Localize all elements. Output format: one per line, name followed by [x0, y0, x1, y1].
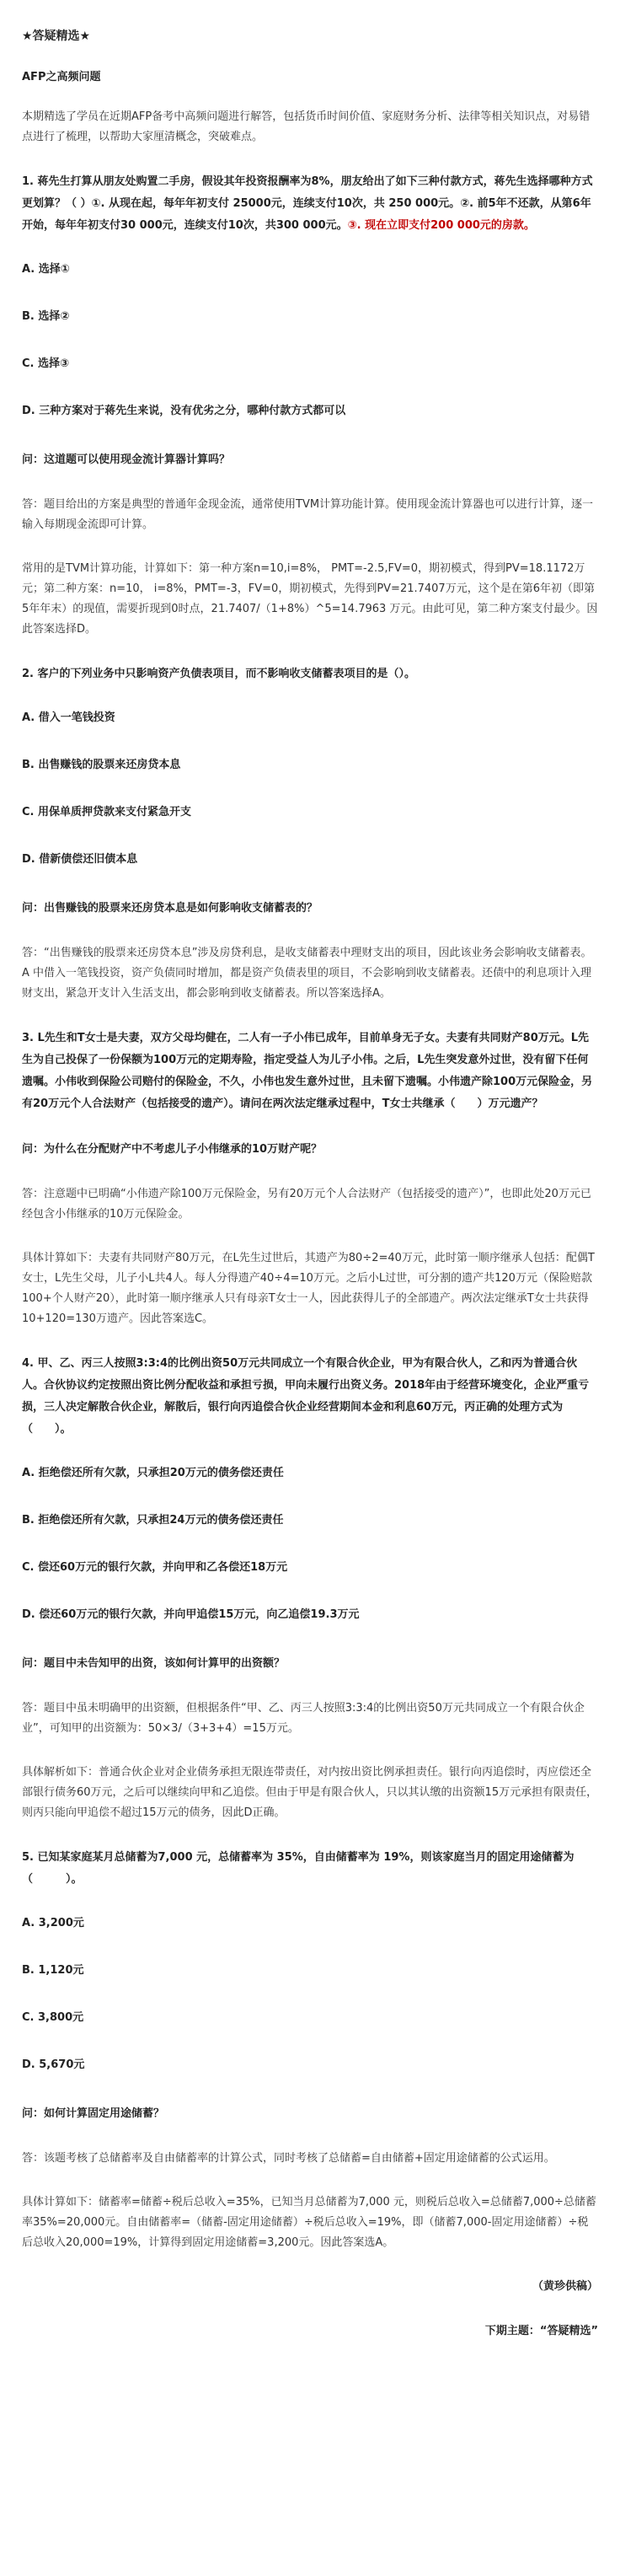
intro-paragraph: 本期精选了学员在近期AFP备考中高频问题进行解答，包括货币时间价值、家庭财务分析、法律等相关知识点，对易错点进行了梳理，以帮助大家厘清概念，突破难点。	[22, 110, 591, 143]
question-5-option-d: D. 5,670元	[22, 2058, 85, 2071]
question-5-option-c: C. 3,800元	[22, 2011, 84, 2024]
question-3-stem: 3. L先生和T女士是夫妻，双方父母均健在，二人有一子小伟已成年，目前单身无子女。夫妻有共同财产80万元。L先生为自己投保了一份保额为100万元的定期寿险，指定受益人为儿子小伟。之后，L先生突发意外过世，没有留下任何遗嘱。小伟收到保险公司赔付的保险金，不久，小伟也发生意外过世，且未留下遗嘱。小伟遗产除100万元保险金，另有20万元个人合法财产（包括接受的遗产）。请问在两次法定继承过程中，T女士共继承（ ）万元遗产？	[22, 1032, 593, 1110]
question-1-option-a: A. 选择①	[22, 263, 70, 276]
question-1-option-c: C. 选择③	[22, 357, 70, 370]
question-2-option-d: D. 借新债偿还旧债本息	[22, 853, 138, 866]
topic-title: AFP之高频问题	[22, 71, 101, 83]
question-1-option-d: D. 三种方案对于蒋先生来说，没有优劣之分，哪种付款方式都可以	[22, 405, 346, 417]
question-4-ask: 问：题目中未告知甲的出资，该如何计算甲的出资额？	[22, 1657, 286, 1670]
question-5-answer: 答：该题考核了总储蓄率及自由储蓄率的计算公式，同时考核了总储蓄=自由储蓄+固定用途储蓄的公式运用。	[22, 2152, 555, 2165]
question-5-ask: 问：如何计算固定用途储蓄？	[22, 2107, 165, 2120]
question-5-option-a: A. 3,200元	[22, 1917, 84, 1929]
question-4-stem: 4. 甲、乙、丙三人按照3:3:4的比例出资50万元共同成立一个有限合伙企业，甲为有限合伙人，乙和丙为普通合伙人。合伙协议约定按照出资比例分配收益和承担亏损，甲向未履行出资义务。2018年由于经营环境变化，企业严重亏损，三人决定解散合伙企业，解散后，银行向丙追偿合伙企业经营期间本金和利息60万元，丙正确的处理方式为（ ）。	[22, 1357, 590, 1436]
question-1-stem: 1. 蒋先生打算从朋友处购置二手房，假设其年投资报酬率为8%，朋友给出了如下三种付款方式，蒋先生选择哪种方式更划算？（ ）①. 从现在起，每年年初支付 25000元，连续支付10次，共 250 000元。②. 前5年不还款，从第6年开始，每年年初支付30 000元，连续支付10次，共300 000元。③. 现在立即支付200 000元的房款。	[22, 175, 593, 232]
question-5-stem: 5. 已知某家庭某月总储蓄为7,000 元，总储蓄率为 35%，自由储蓄率为 19%，则该家庭当月的固定用途储蓄为（ ）。	[22, 1851, 575, 1886]
question-3-calculation: 具体计算如下：夫妻有共同财产80万元，在L先生过世后，其遗产为80÷2=40万元，此时第一顺序继承人包括：配偶T女士，L先生父母，儿子小L共4人。每人分得遗产40÷4=10万元。之后小L过世，可分割的遗产共120万元（保险赔款100+个人财产20），此时第一顺序继承人只有母亲T女士一人，因此获得儿子的全部遗产。两次法定继承T女士共获得10+120=130万遗产。因此答案选C。	[22, 1252, 595, 1325]
question-3-answer: 答：注意题中已明确“小伟遗产除100万元保险金，另有20万元个人合法财产（包括接受的遗产）”，也即此处20万元已经包含小伟继承的10万元保险金。	[22, 1188, 591, 1221]
author-credit: （黄珍供稿）	[532, 2280, 598, 2293]
question-4-calculation: 具体解析如下：普通合伙企业对企业债务承担无限连带责任，对内按出资比例承担责任。银行向丙追偿时，丙应偿还全部银行债务60万元，之后可以继续向甲和乙追偿。但由于甲是有限合伙人，只以其认缴的出资额15万元承担有限责任，则丙只能向甲追偿不超过15万元的债务，因此D正确。	[22, 1766, 598, 1819]
question-2-option-b: B. 出售赚钱的股票来还房贷本息	[22, 759, 181, 771]
next-topic: 下期主题：“答疑精选”	[484, 2325, 598, 2337]
question-4-option-c: C. 偿还60万元的银行欠款，并向甲和乙各偿还18万元	[22, 1561, 288, 1574]
question-1-answer: 答：题目给出的方案是典型的普通年金现金流，通常使用TVM计算功能计算。使用现金流计算器也可以进行计算，逐一输入每期现金流即可计算。	[22, 498, 594, 531]
question-2-answer: 答：“出售赚钱的股票来还房贷本息”涉及房贷利息，是收支储蓄表中理财支出的项目，因此该业务会影响收支储蓄表。A 中借入一笔钱投资，资产负债同时增加，都是资产负债表里的项目，不会影响到收支储蓄表。还债中的利息项计入理财支出，紧急开支计入生活支出，都会影响到收支储蓄表。所以答案选择A。	[22, 947, 592, 1000]
question-1-option-b: B. 选择②	[22, 310, 70, 323]
question-2-stem: 2. 客户的下列业务中只影响资产负债表项目，而不影响收支储蓄表项目的是（）。	[22, 668, 416, 680]
question-5-option-b: B. 1,120元	[22, 1964, 84, 1977]
question-2-option-c: C. 用保单质押贷款来支付紧急开支	[22, 806, 192, 818]
question-4-option-a: A. 拒绝偿还所有欠款，只承担20万元的债务偿还责任	[22, 1467, 284, 1479]
question-2-ask: 问：出售赚钱的股票来还房贷本息是如何影响收支储蓄表的？	[22, 902, 318, 915]
question-1-calculation: 常用的是TVM计算功能，计算如下：第一种方案n=10,i=8%， PMT=-2.5,FV=0，期初模式，得到PV=18.1172万元；第二种方案：n=10， i=8%，PMT=-3，FV=0，期初模式，先得到PV=21.7407万元，这个是在第6年初（即第5年年末）的现值，需要折现到0时点，21.7407/（1+8%）^5=14.7963 万元。由此可见，第二种方案支付最少。因此答案选择D。	[22, 562, 598, 636]
question-1-ask: 问：这道题可以使用现金流计算器计算吗？	[22, 453, 231, 466]
question-4-option-b: B. 拒绝偿还所有欠款，只承担24万元的债务偿还责任	[22, 1514, 284, 1527]
question-2-option-a: A. 借入一笔钱投资	[22, 711, 115, 724]
question-3-ask: 问：为什么在分配财产中不考虑儿子小伟继承的10万财产呢？	[22, 1143, 323, 1156]
question-4-answer: 答：题目中虽未明确甲的出资额，但根据条件“甲、乙、丙三人按照3:3:4的比例出资50万元共同成立一个有限合伙企业”，可知甲的出资额为：50×3/（3+3+4）=15万元。	[22, 1702, 585, 1735]
section-tag: ★答疑精选★	[22, 30, 91, 43]
question-5-calculation: 具体计算如下：储蓄率=储蓄÷税后总收入=35%，已知当月总储蓄为7,000 元，则税后总收入=总储蓄7,000÷总储蓄率35%=20,000元。自由储蓄率=（储蓄-固定用途储蓄）÷税后总收入=19%，即（储蓄7,000-固定用途储蓄）÷税后总收入20,000=19%，计算得到固定用途储蓄=3,200元。因此答案选A。	[22, 2196, 596, 2249]
question-4-option-d: D. 偿还60万元的银行欠款，并向甲追偿15万元，向乙追偿19.3万元	[22, 1608, 360, 1621]
